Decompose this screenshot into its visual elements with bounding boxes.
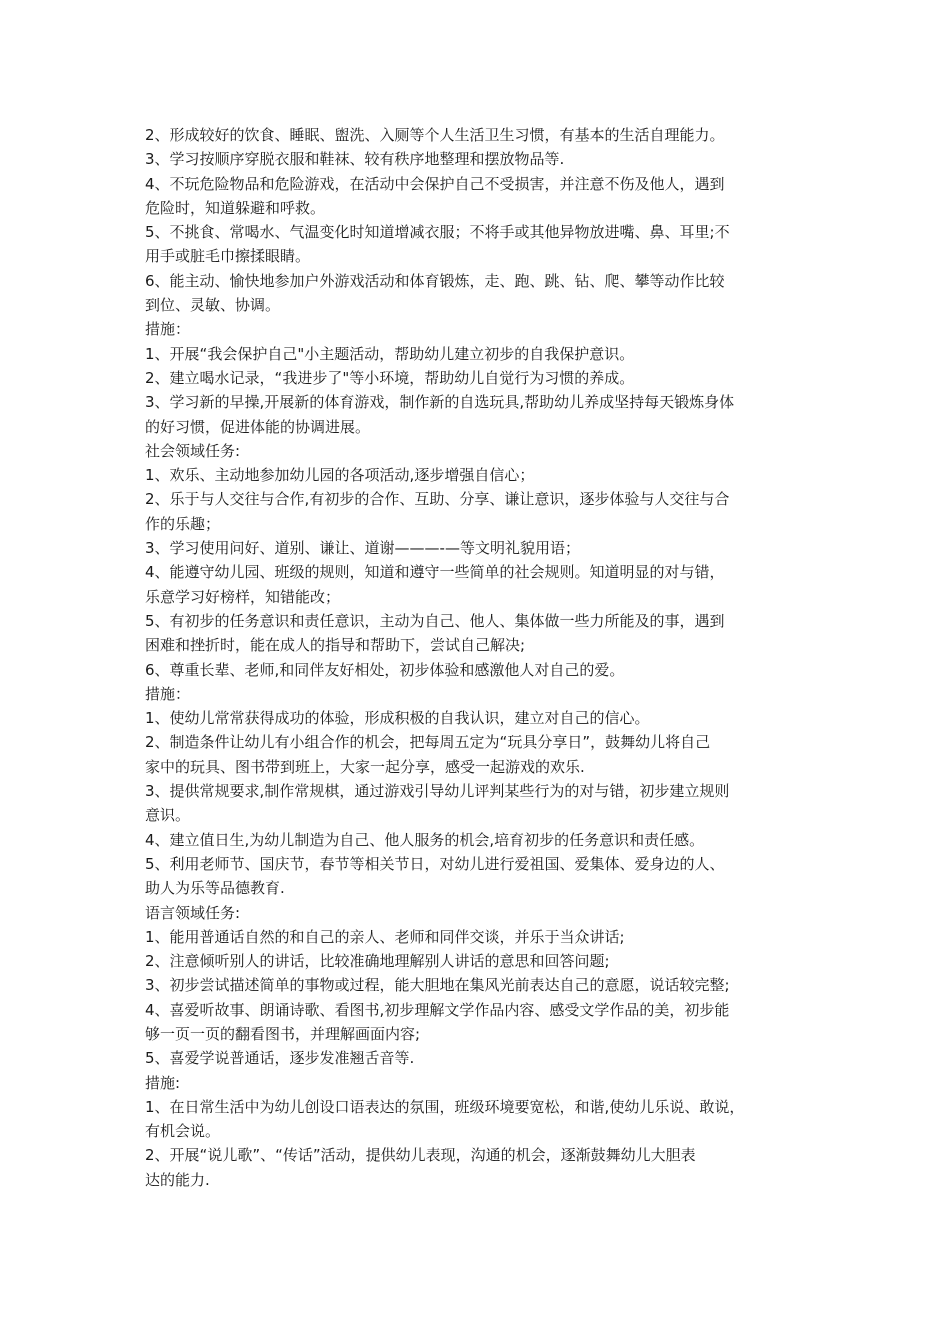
text-line: 1、欢乐、主动地参加幼儿园的各项活动,逐步增强自信心； [145,466,535,485]
text-line: 3、提供常规要求,制作常规棋，通过游戏引导幼儿评判某些行为的对与错，初步建立规则 [145,782,730,801]
text-line: 5、利用老师节、国庆节，春节等相关节日，对幼儿进行爱祖国、爱集体、爱身边的人、 [145,854,725,873]
text-line: 措施: [145,1073,181,1092]
text-line: 措施： [145,320,191,339]
text-line: 3、学习新的早操,开展新的体育游戏，制作新的自选玩具,帮助幼儿养成坚持每天锻炼身体 [145,393,735,412]
text-line: 5、喜爱学说普通话，逐步发准翘舌音等. [145,1049,415,1068]
text-line: 2、建立喝水记录，“我进步了"等小环境，帮助幼儿自觉行为习惯的养成。 [145,368,635,387]
text-line: 措施： [145,684,191,703]
text-line: 2、乐于与人交往与合作,有初步的合作、互助、分享、谦让意识，逐步体验与人交往与合 [145,490,730,509]
text-line: 用手或脏毛巾擦揉眼睛。 [145,247,311,266]
text-line: 家中的玩具、图书带到班上，大家一起分享，感受一起游戏的欢乐. [145,757,585,776]
text-line: 3、初步尝试描述简单的事物或过程，能大胆地在集风光前表达自己的意愿，说话较完整; [145,976,730,995]
text-line: 5、有初步的任务意识和责任意识，主动为自己、他人、集体做一些力所能及的事，遇到 [145,611,725,630]
text-line: 4、能遵守幼儿园、班级的规则，知道和遵守一些简单的社会规则。知道明显的对与错， [145,563,725,582]
text-line: 2、制造条件让幼儿有小组合作的机会，把每周五定为“玩具分享日”，鼓舞幼儿将自己 [145,733,711,752]
text-line: 1、能用普通话自然的和自己的亲人、老师和同伴交谈，并乐于当众讲话; [145,927,625,946]
text-line: 1、使幼儿常常获得成功的体验，形成积极的自我认识，建立对自己的信心。 [145,709,650,728]
text-line: 5、不挑食、常喝水、气温变化时知道增减衣服；不将手或其他异物放进嘴、鼻、耳里;不 [145,223,730,242]
text-line: 1、开展“我会保护自己"小主题活动，帮助幼儿建立初步的自我保护意识。 [145,344,635,363]
text-line: 助人为乐等品德教育. [145,879,285,898]
text-line: 社会领域任务: [145,441,241,460]
text-line: 困难和挫折时，能在成人的指导和帮助下，尝试自己解决; [145,636,526,655]
text-line: 3、学习使用问好、道别、谦让、道谢———-—等文明礼貌用语； [145,539,580,558]
text-line: 有机会说。 [145,1122,221,1141]
text-line: 的好习惯，促进体能的协调进展。 [145,417,371,436]
text-line: 6、能主动、愉快地参加户外游戏活动和体育锻炼，走、跑、跳、钻、爬、攀等动作比较 [145,271,725,290]
text-line: 2、开展“说儿歌”、“传话”活动，提供幼儿表现，沟通的机会，逐渐鼓舞幼儿大胆表 [145,1146,696,1165]
text-line: 够一页一页的翻看图书，并理解画面内容; [145,1024,421,1043]
text-line: 作的乐趣； [145,514,221,533]
text-line: 乐意学习好榜样，知错能改； [145,587,341,606]
text-line: 2、形成较好的饮食、睡眠、盥洗、入厕等个人生活卫生习惯，有基本的生活自理能力。 [145,126,725,144]
text-line: 危险时，知道躲避和呼救。 [145,198,326,217]
text-line: 意识。 [145,806,191,825]
text-line: 2、注意倾听别人的讲话，比较准确地理解别人讲话的意思和回答问题; [145,952,610,971]
document-body [145,123,815,1192]
text-line: 到位、灵敏、协调。 [145,296,281,315]
text-line: 3、学习按顺序穿脱衣服和鞋袜、较有秩序地整理和摆放物品等. [145,150,565,169]
text-line: 达的能力. [145,1170,210,1189]
text-line: 语言领域任务: [145,903,241,922]
text-line: 4、建立值日生,为幼儿制造为自己、他人服务的机会,培育初步的任务意识和责任感。 [145,830,705,849]
text-line: 4、不玩危险物品和危险游戏，在活动中会保护自己不受损害，并注意不伤及他人，遇到 [145,174,725,193]
text-line: 1、在日常生活中为幼儿创设口语表达的氛围，班级环境要宽松，和谐,使幼儿乐说、敢说， [145,1097,745,1116]
text-line: 6、尊重长辈、老师,和同伴友好相处，初步体验和感激他人对自己的爱。 [145,660,625,679]
text-line: 4、喜爱听故事、朗诵诗歌、看图书,初步理解文学作品内容、感受文学作品的美，初步能 [145,1000,730,1019]
